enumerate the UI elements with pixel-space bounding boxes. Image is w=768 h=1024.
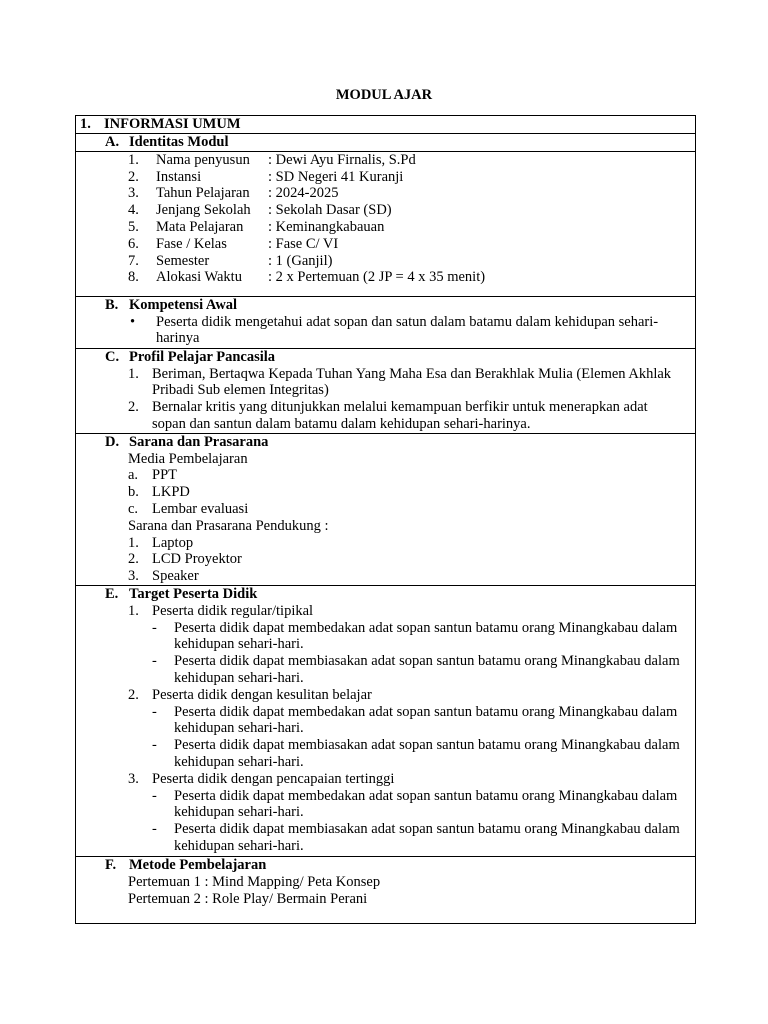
sub-item (128, 620, 685, 654)
section-title: Identitas Modul (129, 133, 229, 150)
item-text: Laptop (152, 534, 194, 551)
item-key: Tahun Pelajaran (156, 185, 250, 202)
sub-item-text: Peserta didik dapat membiasakan adat sopan santun batamu orang Minangkabau dalam kehidupan sehari-hari. (174, 821, 680, 854)
list-item (128, 568, 685, 585)
item-value: : Keminangkabauan (268, 218, 385, 235)
item-number: 5. (128, 218, 139, 235)
item-text: Peserta didik dengan kesulitan belajar (152, 686, 372, 703)
section-b (76, 296, 696, 348)
item-number: b. (128, 484, 139, 501)
item-key: Fase / Kelas (156, 235, 227, 252)
section-letter: F. (105, 856, 117, 873)
sub-item (128, 737, 685, 771)
item-number: c. (128, 500, 139, 517)
section-title: Sarana dan Prasarana (129, 433, 269, 450)
item-value: : 2024-2025 (268, 185, 339, 202)
item-number: 1. (128, 534, 139, 551)
list-item (128, 314, 685, 348)
item-number: 1. (128, 602, 139, 619)
item-number: a. (128, 467, 139, 484)
list-item (128, 467, 685, 484)
item-value: : SD Negeri 41 Kuranji (268, 168, 404, 185)
item-text: Lembar evaluasi (152, 500, 249, 517)
section-a-body (76, 151, 696, 296)
sub-item (128, 788, 685, 822)
list-item (128, 269, 685, 286)
support-label: Sarana dan Prasarana Pendukung : (128, 517, 329, 534)
item-text: Beriman, Bertaqwa Kepada Tuhan Yang Maha Esa dan Berakhlak Mulia (Elemen Akhlak Pribadi Sub elemen Integritas) (152, 365, 672, 399)
item-number: 3. (128, 568, 139, 585)
section-letter: B. (105, 296, 119, 313)
list-item (128, 152, 685, 169)
sub-item-text: Peserta didik dapat membedakan adat sopan santun batamu orang Minangkabau dalam kehidupan sehari-hari. (174, 619, 678, 653)
item-number: 6. (128, 235, 139, 252)
item-value: : Dewi Ayu Firnalis, S.Pd (268, 151, 416, 168)
list-item (128, 219, 685, 236)
list-item (128, 603, 685, 620)
section-number: 1. (80, 116, 91, 132)
item-number: 2. (128, 399, 139, 416)
sub-item (128, 653, 685, 687)
section-letter: A. (105, 133, 120, 150)
section-title: Profil Pelajar Pancasila (129, 348, 276, 365)
item-number: 1. (128, 151, 139, 168)
item-key: Mata Pelajaran (156, 218, 244, 235)
item-text: Peserta didik regular/tipikal (152, 602, 314, 619)
list-item (128, 202, 685, 219)
item-number: 1. (128, 365, 139, 382)
dash-marker: - (152, 737, 157, 754)
method-line: Pertemuan 1 : Mind Mapping/ Peta Konsep (128, 873, 381, 890)
sub-item (128, 704, 685, 738)
section-title: Kompetensi Awal (129, 296, 238, 313)
item-key: Jenjang Sekolah (156, 202, 251, 219)
section-f (76, 856, 696, 923)
list-item (128, 366, 685, 400)
section-title: INFORMASI UMUM (104, 116, 241, 132)
list-item (128, 771, 685, 788)
list-item (128, 253, 685, 270)
section-a-header (76, 133, 696, 151)
dash-marker: - (152, 787, 157, 804)
page-title: MODUL AJAR (335, 87, 433, 103)
item-number: 2. (128, 551, 139, 568)
item-key: Instansi (156, 168, 202, 185)
section-d (76, 433, 696, 585)
item-text: Bernalar kritis yang ditunjukkan melalui kemampuan berfikir untuk menerapkan adat sopan dan santun dalam batamu dalam kehidupan sehari-harinya. (152, 399, 648, 432)
method-line: Pertemuan 2 : Role Play/ Bermain Perani (128, 890, 368, 907)
dash-marker: - (152, 619, 157, 636)
item-value: : Fase C/ VI (268, 235, 339, 252)
item-number: 7. (128, 252, 139, 269)
item-value: : 2 x Pertemuan (2 JP = 4 x 35 menit) (268, 269, 486, 286)
item-text: Peserta didik dengan pencapaian tertinggi (152, 770, 395, 787)
item-text: LCD Proyektor (152, 551, 242, 568)
bullet-icon: • (130, 313, 136, 330)
sub-item-text: Peserta didik dapat membiasakan adat sopan santun batamu orang Minangkabau dalam kehidupan sehari-hari. (174, 653, 680, 686)
section-title: Metode Pembelajaran (129, 856, 267, 873)
list-item (128, 169, 685, 186)
sub-item-text: Peserta didik dapat membedakan adat sopan santun batamu orang Minangkabau dalam kehidupan sehari-hari. (174, 703, 678, 737)
item-number: 4. (128, 202, 139, 219)
section-1-header (76, 116, 696, 134)
list-item (128, 501, 685, 518)
media-label: Media Pembelajaran (128, 450, 248, 467)
item-value: : Sekolah Dasar (SD) (268, 202, 392, 219)
list-item (128, 399, 685, 433)
item-number: 8. (128, 269, 139, 286)
section-c (76, 348, 696, 433)
section-title: Target Peserta Didik (129, 585, 258, 602)
section-e (76, 585, 696, 856)
item-text: LKPD (152, 484, 190, 501)
item-text: PPT (152, 467, 177, 484)
list-item (128, 484, 685, 501)
sub-item-text: Peserta didik dapat membedakan adat sopan santun batamu orang Minangkabau dalam kehidupan sehari-hari. (174, 787, 678, 821)
list-item (128, 551, 685, 568)
item-number: 3. (128, 185, 139, 202)
item-value: : 1 (Ganjil) (268, 252, 333, 269)
dash-marker: - (152, 653, 157, 670)
dash-marker: - (152, 821, 157, 838)
item-number: 2. (128, 686, 139, 703)
section-letter: C. (105, 348, 120, 365)
item-key: Nama penyusun (156, 151, 250, 168)
item-text: Speaker (152, 568, 199, 585)
item-number: 3. (128, 770, 139, 787)
dash-marker: - (152, 703, 157, 720)
item-key: Alokasi Waktu (156, 269, 242, 286)
list-item (128, 185, 685, 202)
section-letter: D. (105, 433, 120, 450)
sub-item-text: Peserta didik dapat membiasakan adat sopan santun batamu orang Minangkabau dalam kehidupan sehari-hari. (174, 737, 680, 770)
list-item (128, 236, 685, 253)
list-item (128, 687, 685, 704)
list-item (128, 535, 685, 552)
sub-item (128, 821, 685, 855)
section-letter: E. (105, 585, 119, 602)
item-number: 2. (128, 168, 139, 185)
module-table (75, 115, 696, 924)
item-text: Peserta didik mengetahui adat sopan dan satun dalam batamu dalam kehidupan sehari-harinya (156, 313, 659, 347)
item-key: Semester (156, 252, 210, 269)
